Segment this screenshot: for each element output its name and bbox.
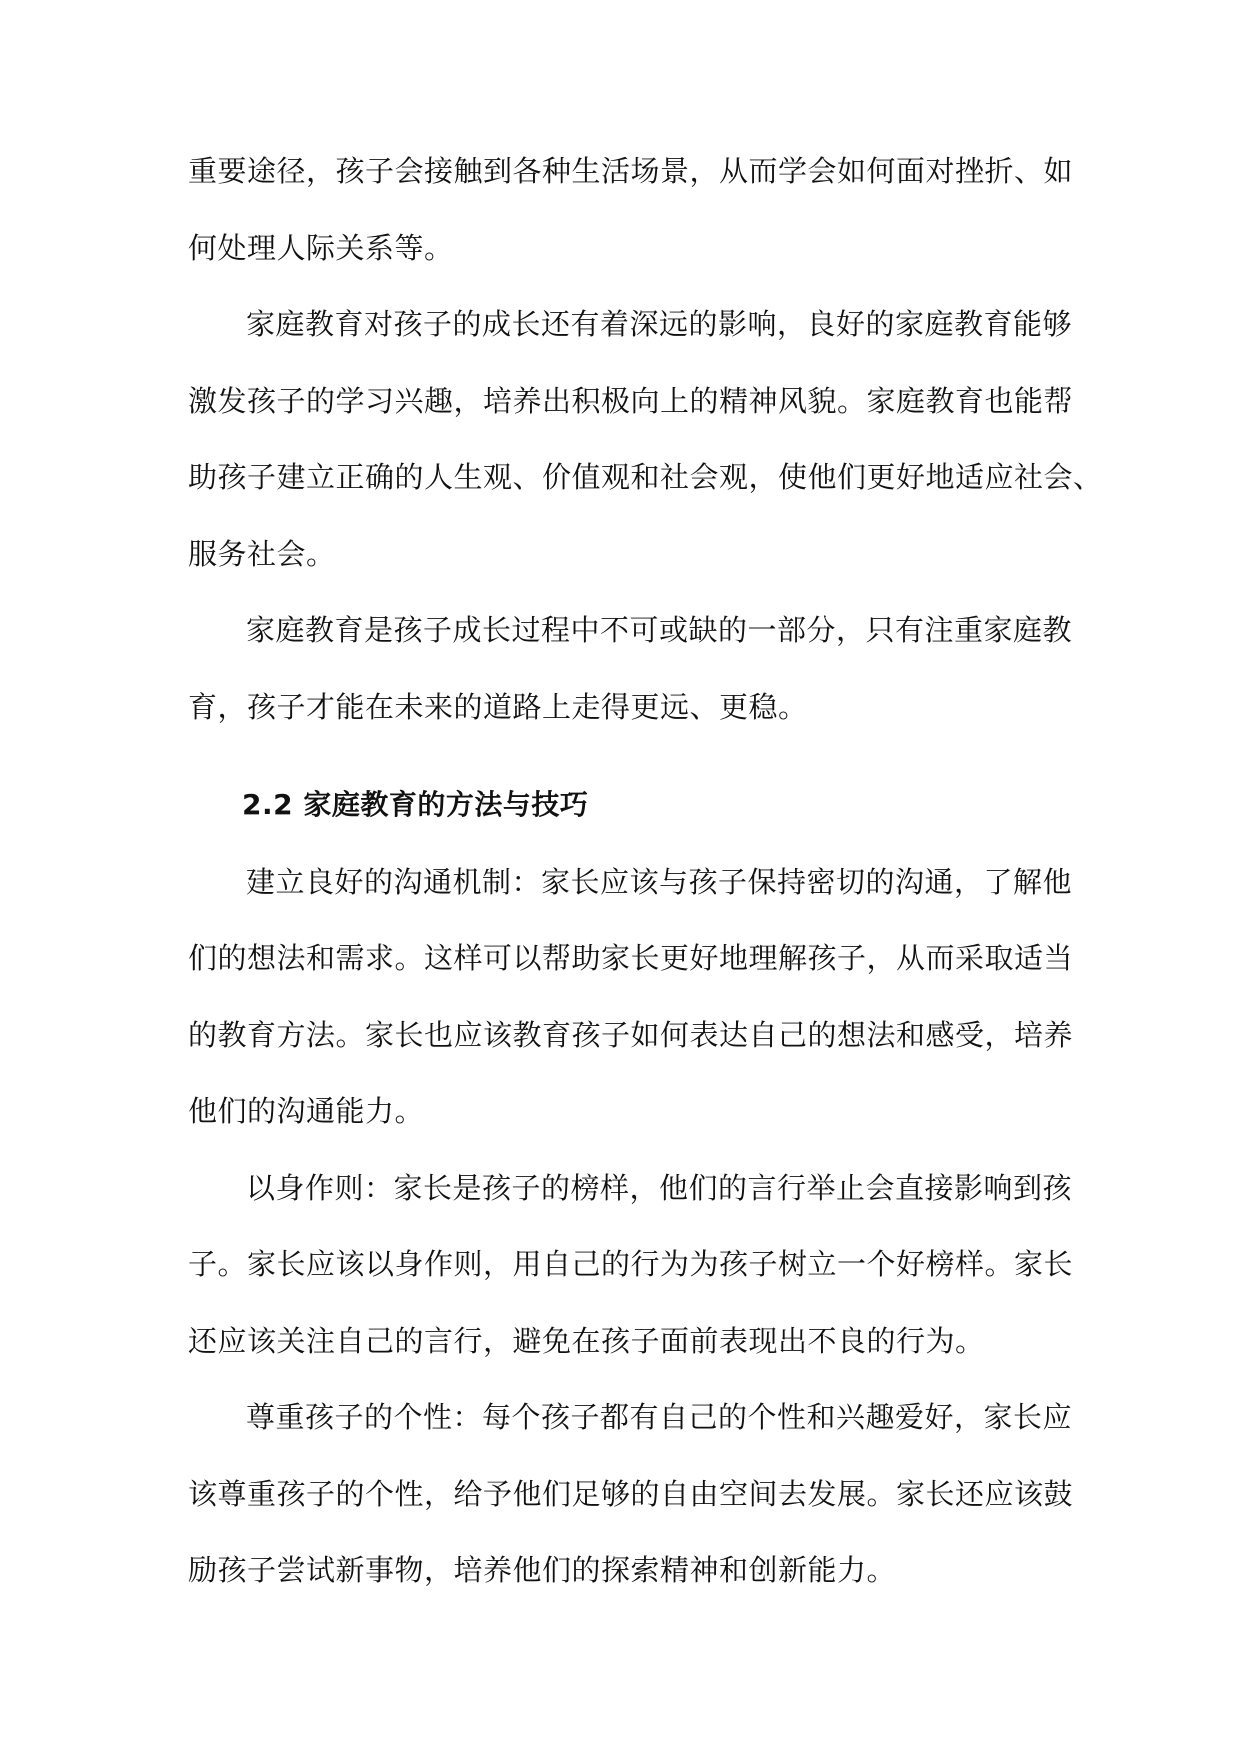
paragraph-line: 育，孩子才能在未来的道路上走得更远、更稳。 [188,690,808,724]
paragraph-line: 服务社会。 [188,537,336,571]
paragraph-line: 助孩子建立正确的人生观、价值观和社会观，使他们更好地适应社会、 [188,460,1103,494]
paragraph-line: 还应该关注自己的言行，避免在孩子面前表现出不良的行为。 [188,1324,985,1358]
paragraph-line: 励孩子尝试新事物，培养他们的探索精神和创新能力。 [188,1553,897,1587]
paragraph-line: 重要途径，孩子会接触到各种生活场景，从而学会如何面对挫折、如 [188,154,1074,188]
paragraph-line: 尊重孩子的个性：每个孩子都有自己的个性和兴趣爱好，家长应 [246,1400,1073,1434]
paragraph-line: 激发孩子的学习兴趣，培养出积极向上的精神风貌。家庭教育也能帮 [188,384,1074,418]
paragraph-line: 家庭教育是孩子成长过程中不可或缺的一部分，只有注重家庭教 [246,613,1073,647]
paragraph-line: 的教育方法。家长也应该教育孩子如何表达自己的想法和感受，培养 [188,1018,1074,1052]
paragraph-line: 以身作则：家长是孩子的榜样，他们的言行举止会直接影响到孩 [246,1171,1073,1205]
section-heading: 2.2 家庭教育的方法与技巧 [242,788,589,821]
paragraph-line: 家庭教育对孩子的成长还有着深远的影响，良好的家庭教育能够 [246,307,1073,341]
paragraph-line: 他们的沟通能力。 [188,1094,425,1128]
paragraph-line: 该尊重孩子的个性，给予他们足够的自由空间去发展。家长还应该鼓 [188,1477,1074,1511]
paragraph-line: 建立良好的沟通机制：家长应该与孩子保持密切的沟通，了解他 [246,865,1073,899]
paragraph-line: 何处理人际关系等。 [188,231,454,265]
paragraph-line: 们的想法和需求。这样可以帮助家长更好地理解孩子，从而采取适当 [188,941,1074,975]
paragraph-line: 子。家长应该以身作则，用自己的行为为孩子树立一个好榜样。家长 [188,1247,1074,1281]
